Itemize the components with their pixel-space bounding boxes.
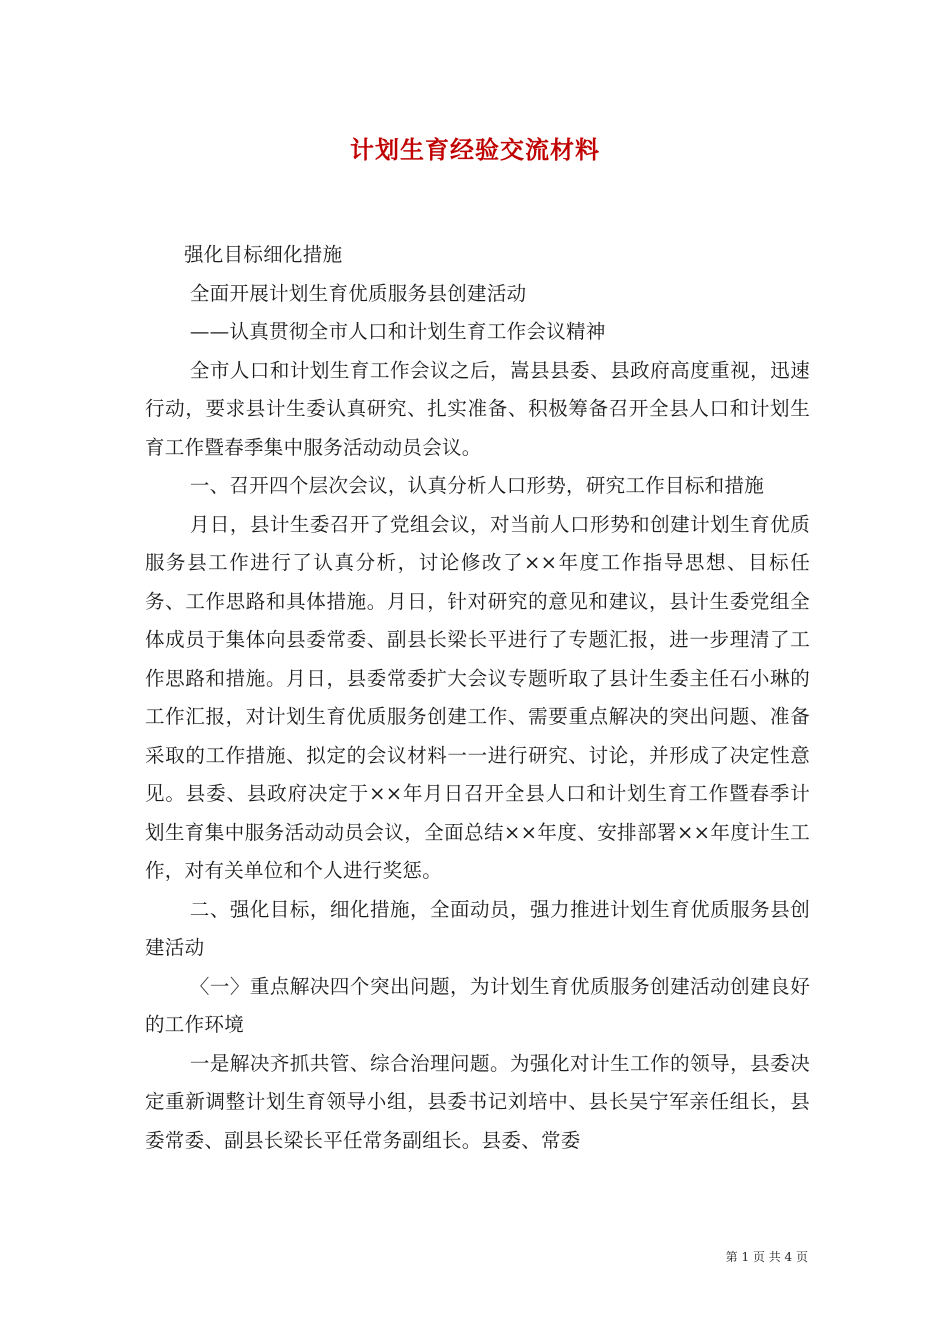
paragraph-section-1: 一、召开四个层次会议，认真分析人口形势，研究工作目标和措施 [189,474,765,497]
paragraph-heading-1: 强化目标细化措施 [184,243,343,266]
paragraph-subsection-1-body: 一是解决齐抓共管、综合治理问题。为强化对计生工作的领导，县委决定重新调整计划生育领导小组，县委书记刘培中、县长吴宁军亲任组长，县委常委、副县长梁长平任常务副组长。县委、常委 [145,1051,810,1152]
page-number-footer: 第 1 页 共 4 页 [725,1250,808,1264]
document-body [145,236,810,1160]
paragraph-intro: 全市人口和计划生育工作会议之后，嵩县县委、县政府高度重视，迅速行动，要求县计生委认真研究、扎实准备、积极筹备召开全县人口和计划生育工作暨春季集中服务活动动员会议。 [145,358,810,459]
paragraph-subtitle: ——认真贯彻全市人口和计划生育工作会议精神 [189,320,606,343]
paragraph-section-2: 二、强化目标，细化措施，全面动员，强力推进计划生育优质服务县创建活动 [145,897,810,959]
paragraph-section-1-body: 月日，县计生委召开了党组会议，对当前人口形势和创建计划生育优质服务县工作进行了认真分析，讨论修改了××年度工作指导思想、目标任务、工作思路和具体措施。月日，针对研究的意见和建议，县计生委党组全体成员于集体向县委常委、副县长梁长平进行了专题汇报，进一步理清了工作思路和措施。月日，县委常委扩大会议专题听取了县计生委主任石小琳的工作汇报，对计划生育优质服务创建工作、需要重点解决的突出问题、准备采取的工作措施、拟定的会议材料一一进行研究、讨论，并形成了决定性意见。县委、县政府决定于××年月日召开全县人口和计划生育工作暨春季计划生育集中服务活动动员会议，全面总结××年度、安排部署××年度计生工作，对有关单位和个人进行奖惩。 [145,512,810,882]
document-title: 计划生育经验交流材料 [350,135,600,164]
paragraph-subsection-1: 〈一〉重点解决四个突出问题，为计划生育优质服务创建活动创建良好的工作环境 [145,974,810,1036]
paragraph-heading-2: 全面开展计划生育优质服务县创建活动 [189,281,527,305]
